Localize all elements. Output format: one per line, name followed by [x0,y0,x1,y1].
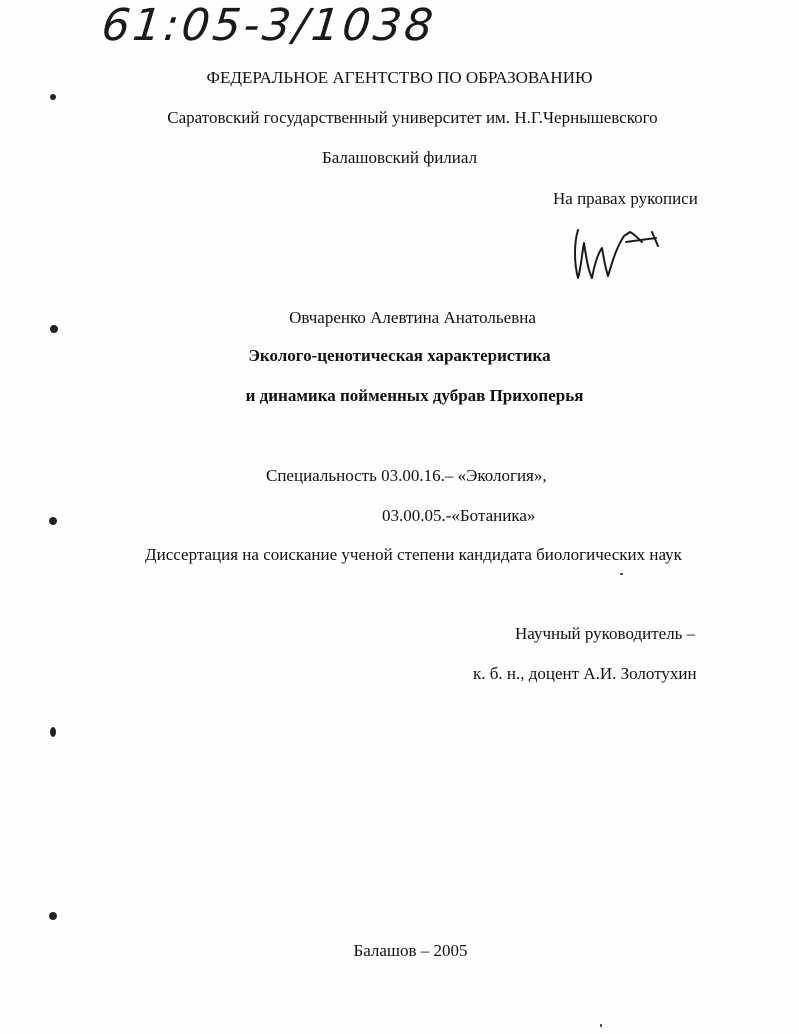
signature-icon [568,218,668,288]
specialty-line1: Специальность 03.00.16.– «Экология», [266,466,547,485]
university-name: Саратовский государственный университет им. Н.Г.Чернышевского [167,108,658,127]
branch-name: Балашовский филиал [321,148,478,167]
dissertation-title-line2: и динамика пойменных дубрав Прихоперья [245,386,584,405]
supervisor-name: к. б. н., доцент А.И. Золотухин [473,664,697,683]
supervisor-label: Научный руководитель – [515,624,696,643]
scan-speck [600,1024,602,1027]
binding-hole-4 [50,727,56,737]
archive-code: 61:05-3/1038 [99,0,439,51]
dissertation-degree: Диссертация на соискание ученой степени кандидата биологических наук [145,545,682,564]
agency-heading: ФЕДЕРАЛЬНОЕ АГЕНТСТВО ПО ОБРАЗОВАНИЮ [206,68,593,87]
author-name: Овчаренко Алевтина Анатольевна [289,308,536,327]
manuscript-rights: На правах рукописи [553,189,698,208]
binding-hole-3 [49,517,57,525]
scan-speck [620,573,623,575]
specialty-line2: 03.00.05.-«Ботаника» [382,506,536,525]
place-year: Балашов – 2005 [353,941,468,960]
dissertation-title-line1: Эколого-ценотическая характеристика [248,346,551,365]
binding-hole-1 [50,94,56,100]
binding-hole-5 [49,912,57,920]
